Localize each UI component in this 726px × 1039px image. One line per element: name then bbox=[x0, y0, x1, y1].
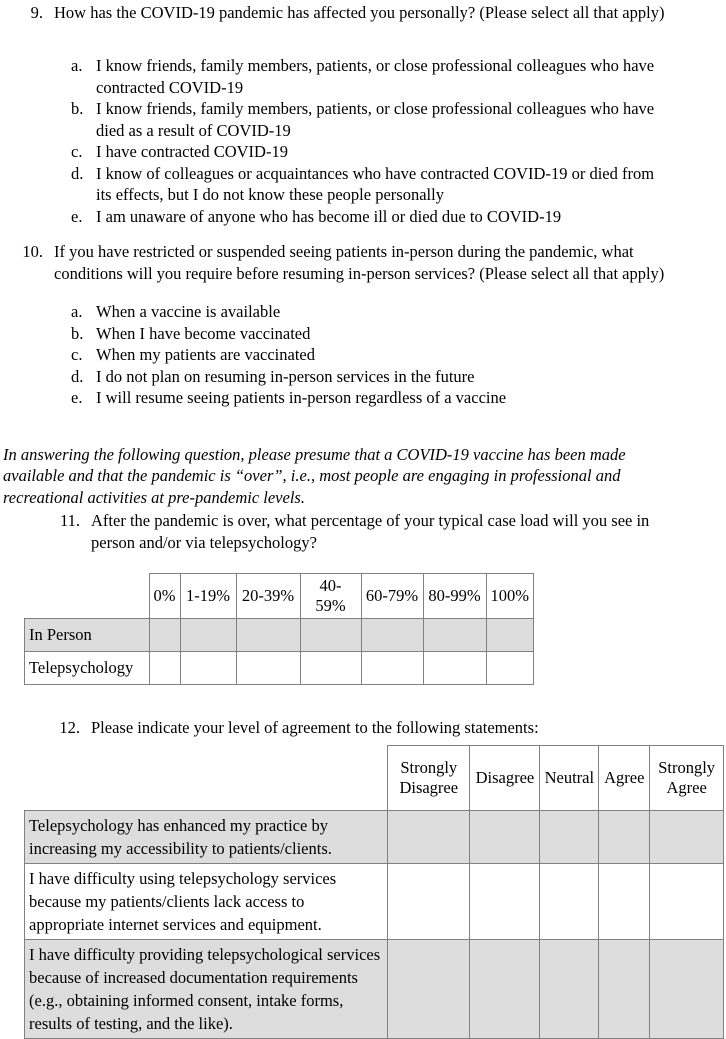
question-9 bbox=[18, 2, 670, 24]
question-9-option-e[interactable] bbox=[71, 206, 663, 228]
table-row-statement-3 bbox=[25, 939, 724, 1038]
question-10-options bbox=[71, 301, 631, 409]
statement-label-1: Telepsychology has enhanced my practice by increasing my accessibility to patients/clients. bbox=[25, 810, 388, 863]
question-9-option-d[interactable] bbox=[71, 163, 663, 206]
table-header-row bbox=[25, 746, 724, 811]
checkbox-cell-telepsychology-0pct[interactable] bbox=[149, 652, 180, 685]
question-9-text: How has the COVID-19 pandemic has affected you personally? (Please select all that apply) bbox=[54, 3, 665, 22]
checkbox-cell-s2-neutral[interactable] bbox=[540, 863, 599, 939]
question-10-text: If you have restricted or suspended seeing patients in-person during the pandemic, what conditions will you require before resuming in-person services? (Please select all that apply) bbox=[54, 242, 665, 283]
checkbox-cell-s1-neutral[interactable] bbox=[540, 810, 599, 863]
checkbox-cell-telepsychology-100pct[interactable] bbox=[486, 652, 534, 685]
option-label: I have contracted COVID-19 bbox=[96, 142, 288, 161]
column-header-60-79pct: 60-79% bbox=[361, 574, 423, 619]
table-agreement-likert bbox=[24, 745, 724, 1039]
option-label: When I have become vaccinated bbox=[96, 323, 311, 343]
checkbox-cell-in-person-1-19pct[interactable] bbox=[180, 619, 236, 652]
column-header-80-99pct: 80-99% bbox=[423, 574, 486, 619]
option-letter: c. bbox=[71, 142, 83, 161]
table-corner-cell bbox=[25, 574, 150, 619]
option-letter: e. bbox=[71, 388, 83, 407]
checkbox-cell-in-person-100pct[interactable] bbox=[486, 619, 534, 652]
question-10-option-d[interactable] bbox=[71, 366, 631, 388]
column-header-100pct: 100% bbox=[486, 574, 534, 619]
checkbox-cell-telepsychology-1-19pct[interactable] bbox=[180, 652, 236, 685]
option-letter: b. bbox=[71, 99, 84, 118]
checkbox-cell-s3-strongly-agree[interactable] bbox=[650, 939, 724, 1038]
table-row-telepsychology bbox=[25, 652, 534, 685]
question-9-number: 9. bbox=[30, 3, 43, 22]
checkbox-cell-in-person-80-99pct[interactable] bbox=[423, 619, 486, 652]
checkbox-cell-s3-agree[interactable] bbox=[599, 939, 650, 1038]
checkbox-cell-in-person-60-79pct[interactable] bbox=[361, 619, 423, 652]
checkbox-cell-in-person-0pct[interactable] bbox=[149, 619, 180, 652]
option-letter: a. bbox=[71, 56, 83, 75]
checkbox-cell-s1-disagree[interactable] bbox=[470, 810, 540, 863]
column-header-disagree: Disagree bbox=[470, 746, 540, 811]
option-letter: d. bbox=[71, 366, 84, 386]
checkbox-cell-telepsychology-60-79pct[interactable] bbox=[361, 652, 423, 685]
instruction-note: In answering the following question, please presume that a COVID-19 vaccine has been made available and that the pandemic is “over”, i.e., most people are engaging in professional and recreational activities at pre-pandemic levels. bbox=[3, 444, 626, 507]
statement-label-2: I have difficulty using telepsychology services because my patients/clients lack access to appropriate internet services and equipment. bbox=[25, 863, 388, 939]
column-header-40-59pct: 40-59% bbox=[300, 574, 361, 619]
table-corner-cell bbox=[25, 746, 388, 811]
question-11 bbox=[55, 510, 695, 553]
question-10-number: 10. bbox=[22, 242, 43, 261]
table-percentage-caseload bbox=[24, 573, 534, 685]
column-header-neutral: Neutral bbox=[540, 746, 599, 811]
column-header-20-39pct: 20-39% bbox=[236, 574, 300, 619]
table-header-row bbox=[25, 574, 534, 619]
checkbox-cell-s1-strongly-disagree[interactable] bbox=[388, 810, 470, 863]
column-header-agree: Agree bbox=[599, 746, 650, 811]
option-label: I know friends, family members, patients, or close professional colleagues who have died as a result of COVID-19 bbox=[96, 99, 655, 140]
question-12-text: Please indicate your level of agreement to the following statements: bbox=[91, 718, 539, 737]
option-label: I am unaware of anyone who has become ill or died due to COVID-19 bbox=[96, 206, 562, 226]
option-label: When a vaccine is available bbox=[96, 302, 281, 321]
checkbox-cell-s1-agree[interactable] bbox=[599, 810, 650, 863]
option-label: When my patients are vaccinated bbox=[96, 345, 315, 364]
checkbox-cell-s2-strongly-agree[interactable] bbox=[650, 863, 724, 939]
option-label: I know of colleagues or acquaintances who have contracted COVID-19 or died from its effects, but I do not know these people personally bbox=[96, 163, 655, 204]
option-label: I will resume seeing patients in-person regardless of a vaccine bbox=[96, 388, 507, 407]
statement-label-3: I have difficulty providing telepsychological services because of increased documentation requirements (e.g., obtaining informed consent, intake forms, results of testing, and the like). bbox=[25, 939, 388, 1038]
checkbox-cell-telepsychology-40-59pct[interactable] bbox=[300, 652, 361, 685]
option-label: I do not plan on resuming in-person services in the future bbox=[96, 366, 475, 386]
question-9-option-b[interactable] bbox=[71, 98, 663, 141]
question-10-option-c[interactable] bbox=[71, 344, 631, 366]
question-10-option-b[interactable] bbox=[71, 323, 631, 345]
column-header-0pct: 0% bbox=[149, 574, 180, 619]
table-row-statement-1 bbox=[25, 810, 724, 863]
checkbox-cell-telepsychology-20-39pct[interactable] bbox=[236, 652, 300, 685]
option-letter: d. bbox=[71, 163, 84, 183]
question-12-number: 12. bbox=[59, 718, 80, 737]
checkbox-cell-s2-disagree[interactable] bbox=[470, 863, 540, 939]
question-9-options bbox=[71, 55, 663, 227]
question-10-option-a[interactable] bbox=[71, 301, 631, 323]
checkbox-cell-in-person-40-59pct[interactable] bbox=[300, 619, 361, 652]
question-11-number: 11. bbox=[59, 511, 80, 530]
option-letter: b. bbox=[71, 323, 84, 343]
checkbox-cell-s1-strongly-agree[interactable] bbox=[650, 810, 724, 863]
question-9-option-a[interactable] bbox=[71, 55, 663, 98]
option-letter: e. bbox=[71, 206, 83, 226]
table-row-in-person bbox=[25, 619, 534, 652]
column-header-strongly-disagree: Strongly Disagree bbox=[388, 746, 470, 811]
question-10 bbox=[18, 241, 676, 284]
question-12 bbox=[55, 717, 695, 739]
table-row-statement-2 bbox=[25, 863, 724, 939]
column-header-strongly-agree: Strongly Agree bbox=[650, 746, 724, 811]
option-letter: a. bbox=[71, 302, 83, 321]
checkbox-cell-s3-neutral[interactable] bbox=[540, 939, 599, 1038]
checkbox-cell-s3-disagree[interactable] bbox=[470, 939, 540, 1038]
question-9-option-c[interactable] bbox=[71, 141, 663, 163]
checkbox-cell-s2-strongly-disagree[interactable] bbox=[388, 863, 470, 939]
option-letter: c. bbox=[71, 345, 83, 364]
option-label: I know friends, family members, patients, or close professional colleagues who have contracted COVID-19 bbox=[96, 56, 655, 97]
row-label-telepsychology: Telepsychology bbox=[25, 652, 150, 685]
column-header-1-19pct: 1-19% bbox=[180, 574, 236, 619]
checkbox-cell-in-person-20-39pct[interactable] bbox=[236, 619, 300, 652]
checkbox-cell-s2-agree[interactable] bbox=[599, 863, 650, 939]
question-10-option-e[interactable] bbox=[71, 387, 631, 409]
checkbox-cell-s3-strongly-disagree[interactable] bbox=[388, 939, 470, 1038]
question-11-text: After the pandemic is over, what percentage of your typical case load will you see in person and/or via telepsychology? bbox=[91, 511, 650, 552]
row-label-in-person: In Person bbox=[25, 619, 150, 652]
checkbox-cell-telepsychology-80-99pct[interactable] bbox=[423, 652, 486, 685]
